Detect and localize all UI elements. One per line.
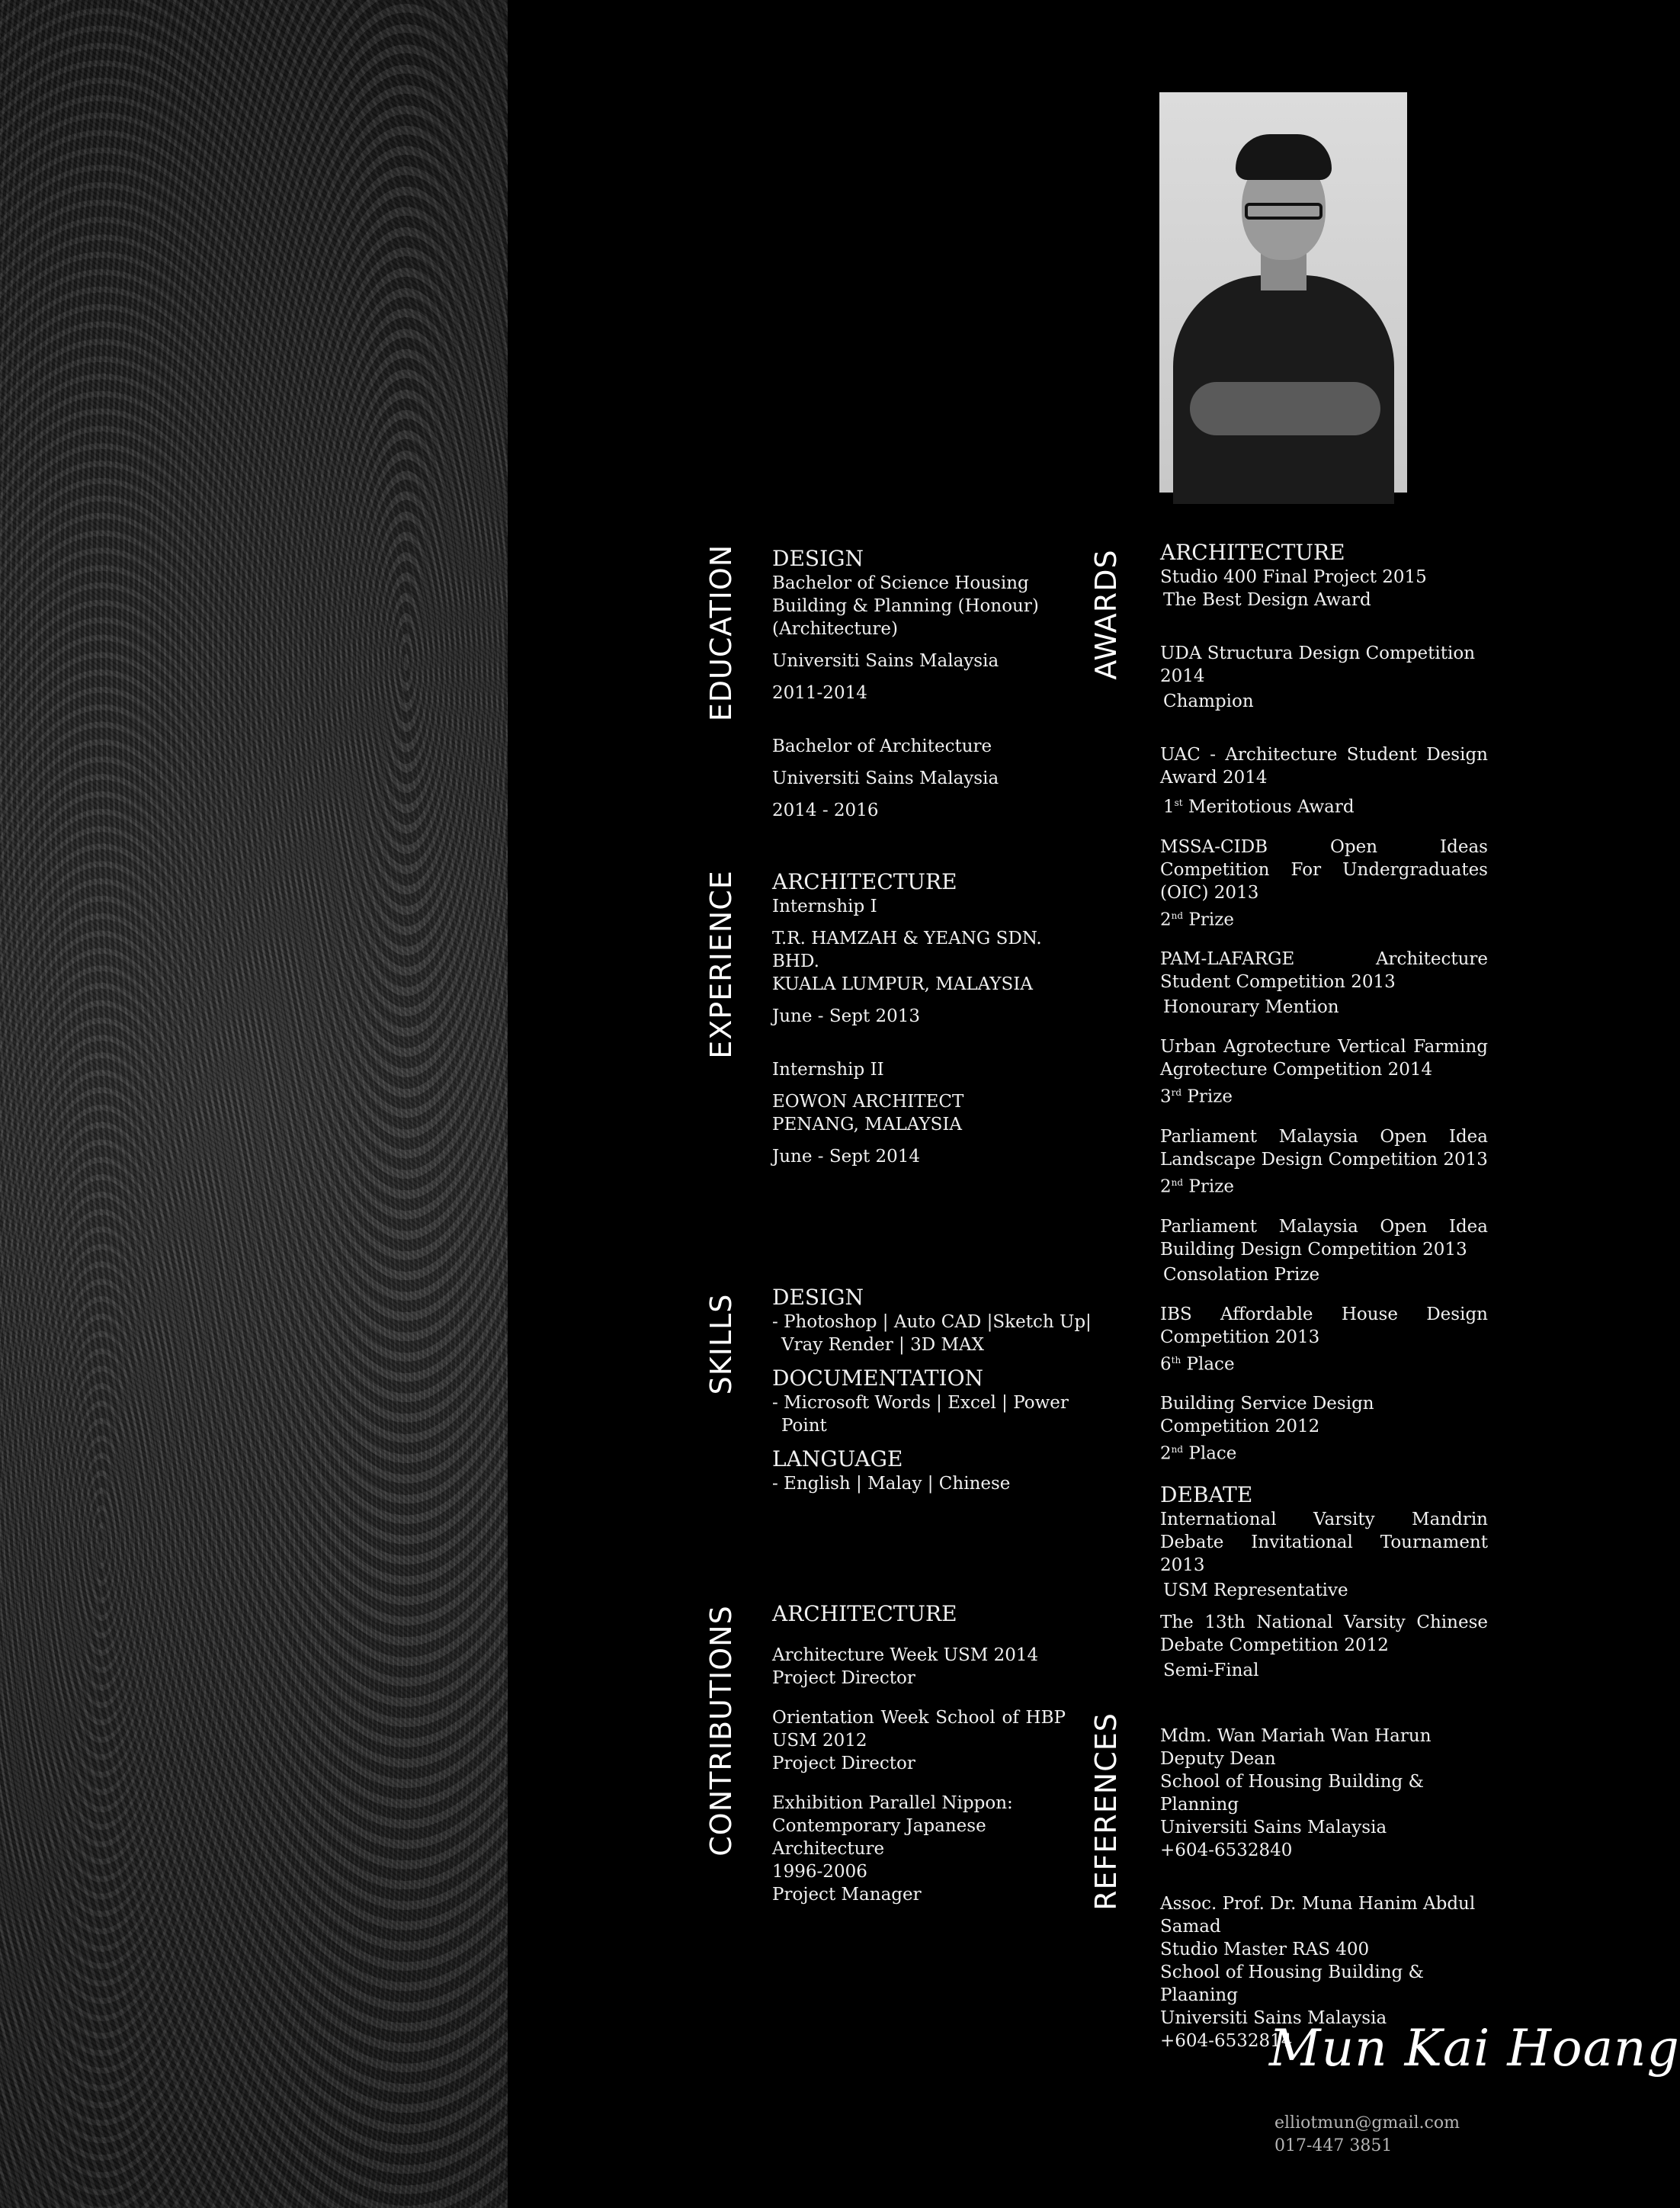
award-6-name: Urban Agrotecture Vertical Farming Agrotecture Competition 2014 — [1160, 1037, 1488, 1080]
award-2-name: UDA Structura Design Competition 2014 — [1160, 643, 1476, 686]
contribution-3-role: Project Manager — [772, 1885, 922, 1905]
skills-section — [772, 1285, 1092, 1495]
awards-heading: AWARDS — [1089, 549, 1123, 680]
contribution-3-name-line-1: Exhibition Parallel Nippon: — [772, 1793, 1013, 1813]
photo-glasses — [1245, 203, 1323, 220]
debate-1-name: International Varsity Mandrin Debate Invitational Tournament 2013 — [1160, 1509, 1488, 1575]
reference-1-university: Universiti Sains Malaysia — [1160, 1818, 1387, 1837]
degree-2: Bachelor of Architecture — [772, 737, 992, 756]
skills-lang-line-1: - English | Malay | Chinese — [772, 1474, 1011, 1494]
award-10-result: 2nd Place — [1160, 1443, 1237, 1464]
years-1: 2011-2014 — [772, 683, 867, 703]
award-8-result: Consolation Prize — [1163, 1264, 1320, 1285]
internship-2-date: June - Sept 2014 — [772, 1147, 921, 1167]
school-1: Universiti Sains Malaysia — [772, 651, 999, 671]
award-1-name: Studio 400 Final Project 2015 — [1160, 567, 1427, 587]
contribution-2-role: Project Director — [772, 1754, 915, 1773]
contribution-2-name: Orientation Week School of HBP USM 2012 — [772, 1708, 1066, 1751]
skills-doc-line-1: - Microsoft Words | Excel | Power — [772, 1393, 1069, 1413]
awards-architecture-title: ARCHITECTURE — [1160, 540, 1345, 565]
internship-1-role: Internship I — [772, 897, 877, 916]
education-title: DESIGN — [772, 546, 864, 571]
award-5-name: PAM-LAFARGE Architecture Student Competition 2013 — [1160, 949, 1488, 993]
photo-hair — [1236, 134, 1332, 180]
awards-section — [1160, 540, 1488, 1682]
handwritten-signature: Mun Kai Hoang — [1269, 2019, 1680, 2078]
internship-2-company: EOWON ARCHITECT — [772, 1092, 964, 1112]
references-section — [1160, 1725, 1488, 2052]
degree-1: Bachelor of Science Housing Building & Planning (Honour) (Architecture) — [772, 573, 1039, 639]
contribution-1-name: Architecture Week USM 2014 — [772, 1645, 1039, 1665]
internship-1-location: KUALA LUMPUR, MALAYSIA — [772, 974, 1033, 994]
reference-2-phone: +604-6532814 — [1160, 2031, 1293, 2051]
contribution-3-name-line-3: 1996-2006 — [772, 1862, 867, 1882]
award-9-name: IBS Affordable House Design Competition 2013 — [1160, 1304, 1488, 1347]
profile-photo — [1159, 92, 1407, 493]
skills-design-line-2: Vray Render | 3D MAX — [781, 1335, 984, 1355]
contributions-heading: CONTRIBUTIONS — [704, 1605, 738, 1857]
reference-1-title: Deputy Dean — [1160, 1749, 1276, 1769]
award-6-result: 3rd Prize — [1160, 1086, 1233, 1107]
skills-heading: SKILLS — [704, 1293, 738, 1395]
skills-lang-title: LANGUAGE — [772, 1446, 903, 1471]
contributions-section — [772, 1601, 1066, 1906]
years-2: 2014 - 2016 — [772, 801, 879, 820]
award-7-result: 2nd Prize — [1160, 1176, 1234, 1197]
phone-number: 017-447 3851 — [1274, 2136, 1393, 2155]
skills-design-title: DESIGN — [772, 1285, 864, 1310]
email-link[interactable]: elliotmun@gmail.com — [1274, 2113, 1460, 2133]
award-1-result: The Best Design Award — [1163, 590, 1371, 610]
award-5-result: Honourary Mention — [1163, 997, 1339, 1018]
award-4-result: 2nd Prize — [1160, 910, 1234, 930]
internship-1-date: June - Sept 2013 — [772, 1006, 921, 1026]
debate-2-result: Semi-Final — [1163, 1660, 1259, 1680]
experience-title: ARCHITECTURE — [772, 869, 957, 894]
award-9-result: 6th Place — [1160, 1354, 1235, 1375]
references-heading: REFERENCES — [1089, 1712, 1123, 1911]
contact-info — [1274, 2112, 1460, 2158]
contribution-3-name-line-2: Contemporary Japanese Architecture — [772, 1816, 986, 1859]
education-heading: EDUCATION — [704, 544, 738, 722]
debate-1-result: USM Representative — [1163, 1580, 1348, 1600]
award-2-result: Champion — [1163, 692, 1254, 711]
award-3-result: 1st Meritotious Award — [1163, 797, 1355, 817]
reference-2-name: Assoc. Prof. Dr. Muna Hanim Abdul Samad — [1160, 1894, 1476, 1937]
experience-heading: EXPERIENCE — [704, 870, 738, 1059]
reference-1-phone: +604-6532840 — [1160, 1841, 1293, 1860]
award-3-name: UAC - Architecture Student Design Award 2014 — [1160, 745, 1488, 788]
education-section — [772, 546, 1077, 822]
contributions-title: ARCHITECTURE — [772, 1601, 957, 1626]
contribution-1-role: Project Director — [772, 1668, 915, 1688]
award-10-name: Building Service Design Competition 2012 — [1160, 1394, 1374, 1437]
school-2: Universiti Sains Malaysia — [772, 769, 999, 788]
internship-1-company: T.R. HAMZAH & YEANG SDN. BHD. — [772, 929, 1042, 971]
award-8-name: Parliament Malaysia Open Idea Building Design Competition 2013 — [1160, 1216, 1488, 1260]
experience-section — [772, 869, 1092, 1168]
reference-2-university: Universiti Sains Malaysia — [1160, 2008, 1387, 2028]
reference-1-name: Mdm. Wan Mariah Wan Harun — [1160, 1726, 1432, 1746]
award-7-name: Parliament Malaysia Open Idea Landscape Design Competition 2013 — [1160, 1126, 1488, 1170]
reference-1-school: School of Housing Building & Planning — [1160, 1772, 1425, 1815]
debate-2-name: The 13th National Varsity Chinese Debate Competition 2012 — [1160, 1612, 1488, 1655]
reference-2-school: School of Housing Building & Plaaning — [1160, 1962, 1425, 2005]
skills-doc-line-2: Point — [781, 1416, 827, 1436]
photo-crossed-arms — [1190, 382, 1380, 435]
skills-doc-title: DOCUMENTATION — [772, 1366, 984, 1391]
internship-2-role: Internship II — [772, 1060, 884, 1080]
reference-2-title: Studio Master RAS 400 — [1160, 1940, 1370, 1959]
award-4-name: MSSA-CIDB Open Ideas Competition For Undergraduates (OIC) 2013 — [1160, 836, 1488, 903]
awards-debate-title: DEBATE — [1160, 1481, 1253, 1507]
textured-background-panel — [0, 0, 508, 2208]
internship-2-location: PENANG, MALAYSIA — [772, 1115, 963, 1134]
skills-design-line-1: - Photoshop | Auto CAD |Sketch Up| — [772, 1312, 1092, 1332]
